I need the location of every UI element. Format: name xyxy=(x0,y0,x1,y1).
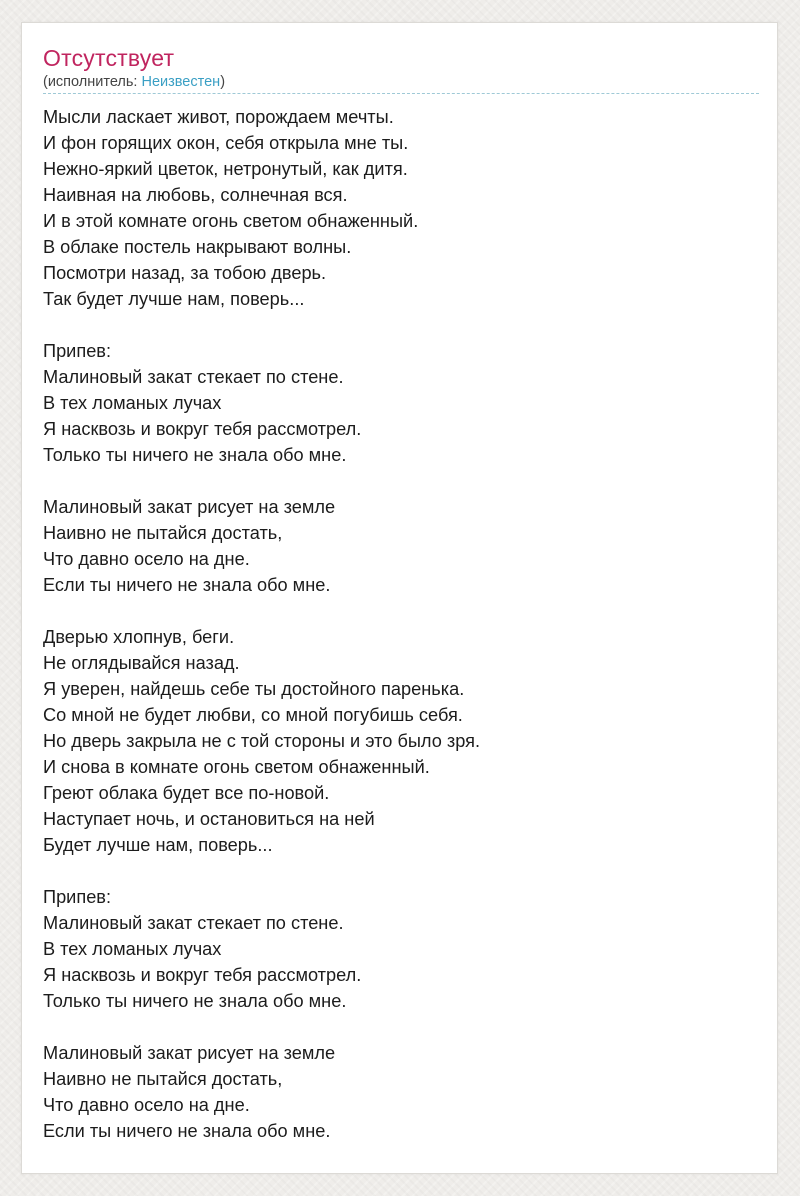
performer-line xyxy=(43,73,225,91)
lyric-line: Малиновый закат рисует на земле xyxy=(43,497,336,517)
lyric-line: Посмотри назад, за тобою дверь. xyxy=(43,263,327,283)
stanza-break xyxy=(43,312,759,338)
performer-link[interactable]: Неизвестен xyxy=(141,74,221,90)
lyric-line: И в этой комнате огонь светом обнаженный. xyxy=(43,211,419,231)
lyrics-text xyxy=(43,104,759,1144)
lyric-line: Я уверен, найдешь себе ты достойного паренька. xyxy=(43,679,465,699)
lyric-line: Малиновый закат стекает по стене. xyxy=(43,367,344,387)
lyric-line: Мысли ласкает живот, порождаем мечты. xyxy=(43,107,394,127)
lyric-line: В тех ломаных лучах xyxy=(43,939,222,959)
lyric-line: Наивная на любовь, солнечная вся. xyxy=(43,185,348,205)
lyric-line: Что давно осело на дне. xyxy=(43,549,250,569)
lyric-line: Только ты ничего не знала обо мне. xyxy=(43,445,347,465)
lyric-line: Дверью хлопнув, беги. xyxy=(43,627,235,647)
lyric-line: Наступает ночь, и остановиться на ней xyxy=(43,809,375,829)
stanza-break xyxy=(43,1014,759,1040)
lyric-line: Если ты ничего не знала обо мне. xyxy=(43,1121,331,1141)
lyric-line: В тех ломаных лучах xyxy=(43,393,222,413)
lyric-line: Но дверь закрыла не с той стороны и это было зря. xyxy=(43,731,481,751)
lyric-line: Малиновый закат рисует на земле xyxy=(43,1043,336,1063)
lyric-line: Что давно осело на дне. xyxy=(43,1095,250,1115)
lyric-line: Припев: xyxy=(43,341,112,361)
lyric-line: Если ты ничего не знала обо мне. xyxy=(43,575,331,595)
lyric-line: Не оглядывайся назад. xyxy=(43,653,240,673)
lyric-line: Я насквозь и вокруг тебя рассмотрел. xyxy=(43,965,362,985)
performer-suffix: ) xyxy=(220,74,226,90)
lyric-line: И фон горящих окон, себя открыла мне ты. xyxy=(43,133,409,153)
lyric-line: Только ты ничего не знала обо мне. xyxy=(43,991,347,1011)
performer-prefix: (исполнитель: xyxy=(43,74,142,90)
lyrics-card xyxy=(21,22,778,1174)
song-title: Отсутствует xyxy=(43,45,175,71)
lyric-line: Малиновый закат стекает по стене. xyxy=(43,913,344,933)
stanza-break xyxy=(43,598,759,624)
lyric-line: Со мной не будет любви, со мной погубишь себя. xyxy=(43,705,463,725)
stanza-break xyxy=(43,468,759,494)
lyric-line: Наивно не пытайся достать, xyxy=(43,523,283,543)
lyric-line: Греют облака будет все по-новой. xyxy=(43,783,330,803)
lyric-line: Наивно не пытайся достать, xyxy=(43,1069,283,1089)
lyric-line: Будет лучше нам, поверь... xyxy=(43,835,273,855)
lyric-line: Нежно-яркий цветок, нетронутый, как дитя. xyxy=(43,159,408,179)
stanza-break xyxy=(43,858,759,884)
lyric-line: Я насквозь и вокруг тебя рассмотрел. xyxy=(43,419,362,439)
lyric-line: Припев: xyxy=(43,887,112,907)
lyric-line: Так будет лучше нам, поверь... xyxy=(43,289,305,309)
lyric-line: В облаке постель накрывают волны. xyxy=(43,237,352,257)
header-divider xyxy=(43,93,759,94)
lyric-line: И снова в комнате огонь светом обнаженный. xyxy=(43,757,430,777)
